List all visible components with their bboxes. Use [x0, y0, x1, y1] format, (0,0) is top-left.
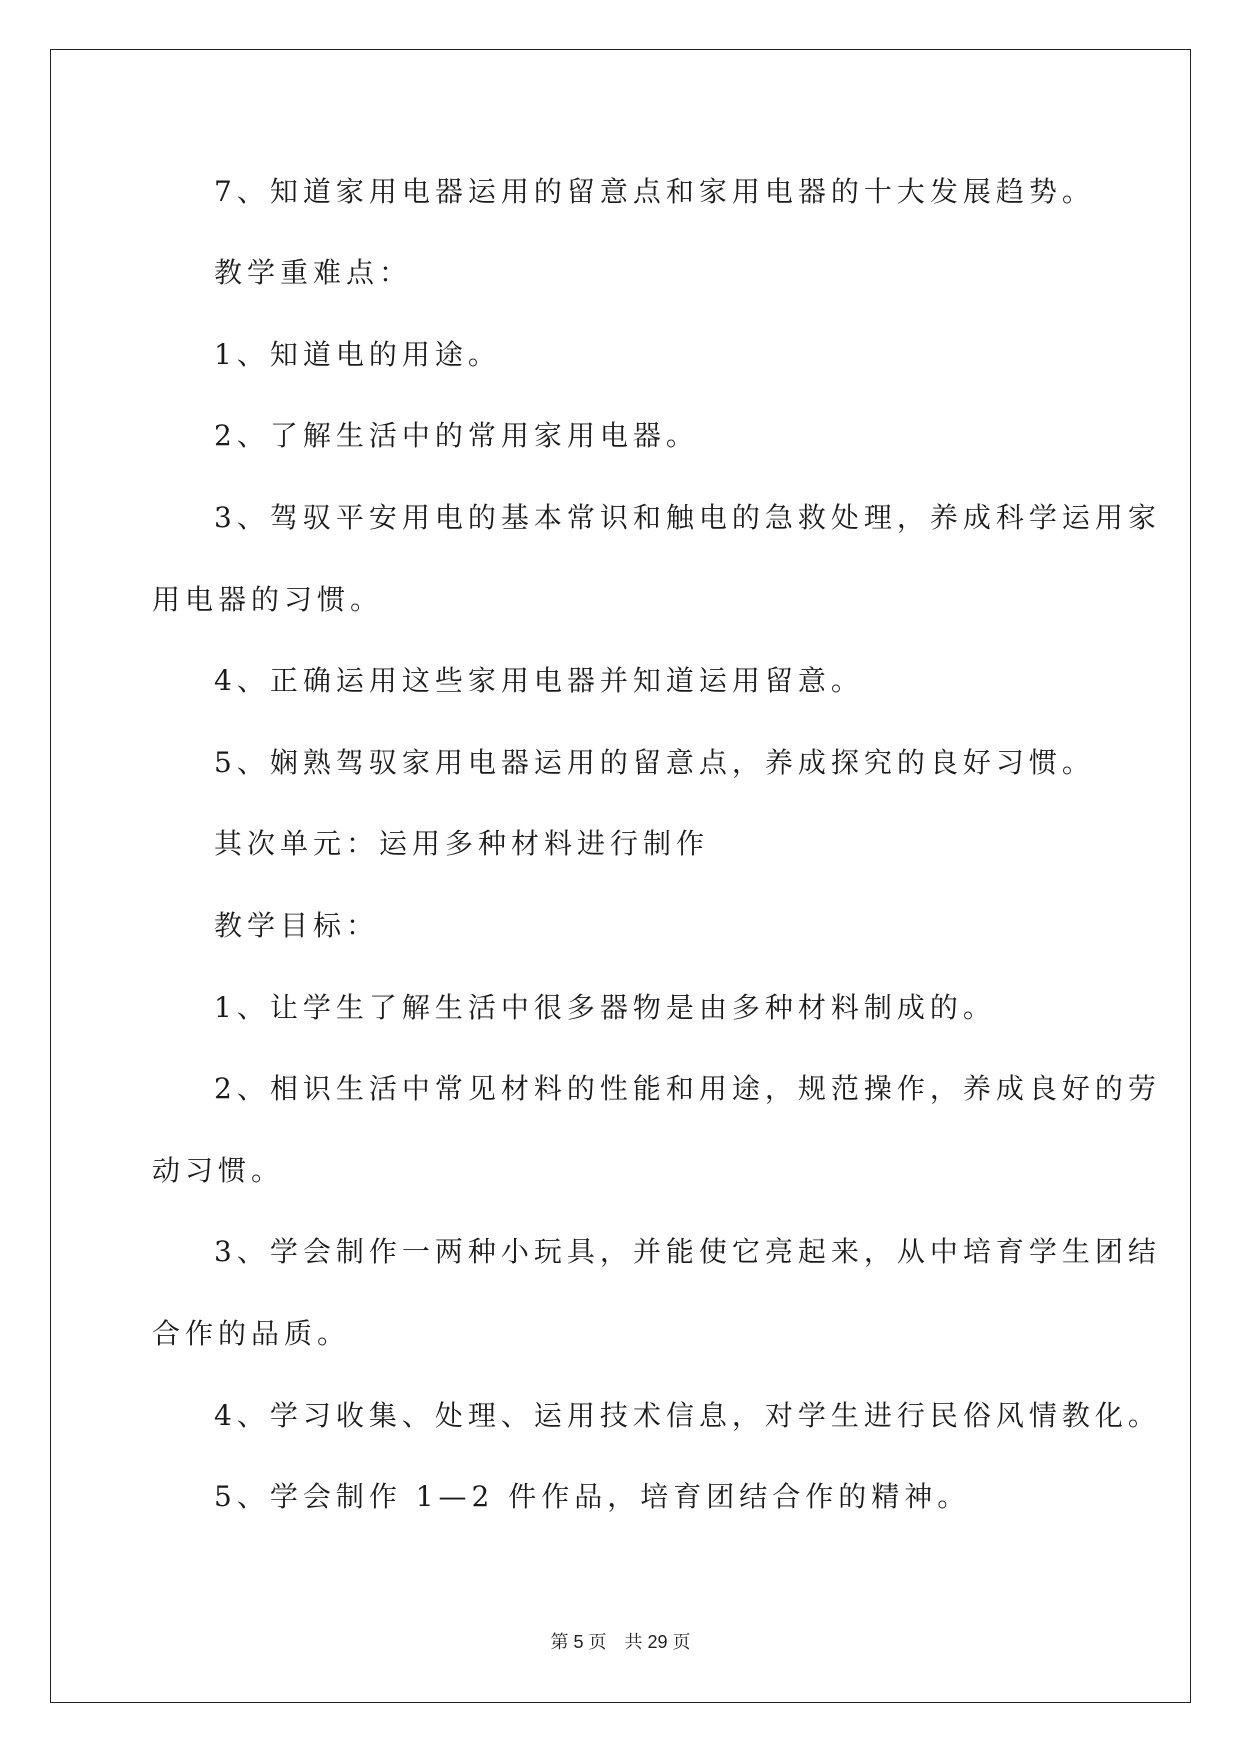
paragraph-line: 4、正确运用这些家用电器并知道运用留意。 — [214, 664, 864, 697]
paragraph-line: 1、知道电的用途。 — [214, 338, 501, 371]
paragraph-line: 2、了解生活中的常用家用电器。 — [214, 419, 699, 452]
paragraph-line: 用电器的习惯。 — [152, 583, 384, 616]
paragraph-line: 3、驾驭平安用电的基本常识和触电的急救处理，养成科学运用家 — [214, 501, 1161, 534]
paragraph-line: 5、学会制作 1—2 件作品，培育团结合作的精神。 — [214, 1480, 971, 1513]
paragraph-line: 7、知道家用电器运用的留意点和家用电器的十大发展趋势。 — [214, 175, 1095, 208]
paragraph-line: 5、娴熟驾驭家用电器运用的留意点，养成探究的良好习惯。 — [214, 746, 1095, 779]
paragraph-line: 动习惯。 — [152, 1154, 285, 1187]
paragraph-line: 合作的品质。 — [152, 1317, 351, 1350]
section-heading: 其次单元：运用多种材料进行制作 — [214, 827, 710, 860]
section-heading: 教学重难点： — [214, 256, 413, 289]
section-heading: 教学目标： — [214, 909, 380, 942]
paragraph-line: 3、学会制作一两种小玩具，并能使它亮起来，从中培育学生团结 — [214, 1235, 1161, 1268]
paragraph-line: 1、让学生了解生活中很多器物是由多种材料制成的。 — [214, 991, 996, 1024]
page-number: 第 5 页 — [550, 1632, 607, 1652]
paragraph-line: 4、学习收集、处理、运用技术信息，对学生进行民俗风情教化。 — [214, 1399, 1161, 1432]
page-total: 共 29 页 — [624, 1632, 691, 1652]
page-footer — [0, 1628, 1241, 1654]
paragraph-line: 2、相识生活中常见材料的性能和用途，规范操作，养成良好的劳 — [214, 1072, 1161, 1105]
